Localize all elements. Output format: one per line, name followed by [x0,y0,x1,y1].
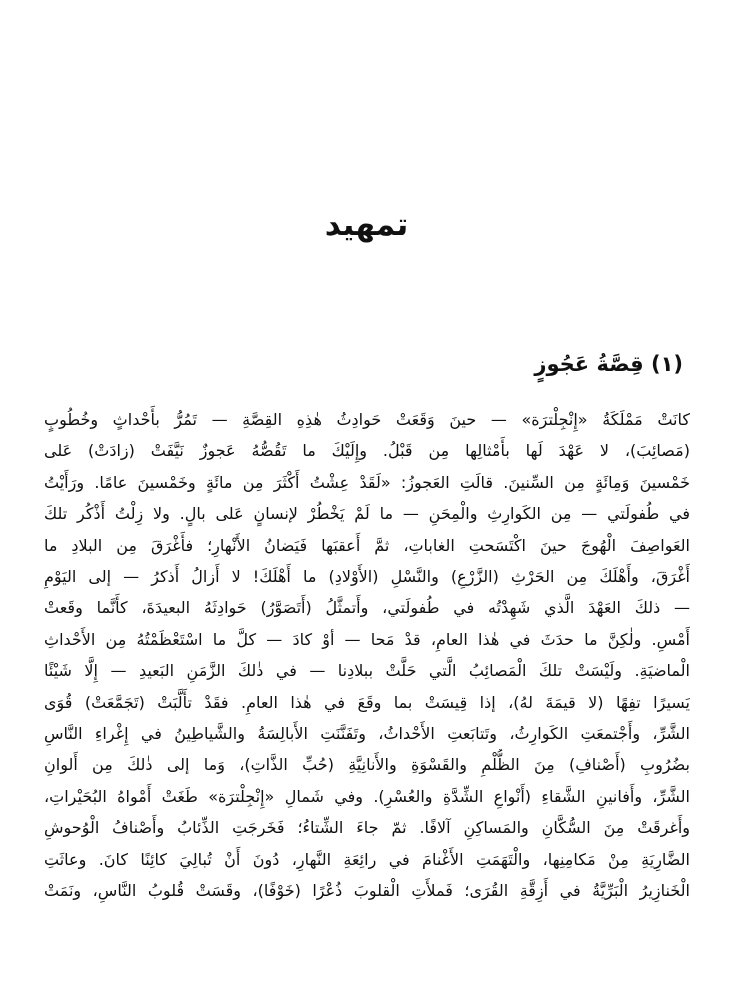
paragraph-line: وأَغرقَتْ مِنَ السُّكَّانِ والمَساكِنِ آلافًا. ثمّ جاءَ الشِّتاءُ؛ فَخَرجَتِ الذِّئابُ وأَصْنافُ الْوُحوشِ [44,818,690,838]
paragraph-line: الشَّرِّ، وأَجْتمعَتِ الكَوارِثُ، وتَتابَعتِ الأَحْداثُ، وتَفَنَّنَتِ الأَبالِسَةُ والشَّياطِينُ في إِغْراءِ النَّاسِ [44,724,690,744]
story-paragraph [44,404,690,994]
paragraph-line: الشَّرِّ، وأَفانينِ الشَّقاءِ (أَنْواعِ الشِّدَّةِ والعُسْرِ). وفي شَمالِ «إِنْجِلْترَة» طَغَتْ أَمْواهُ البُحَيْراتِ، [44,786,690,806]
chapter-title: تمهيد [324,207,409,243]
paragraph-line: الْخَنازِيرُ الْبَرِّيَّةُ في أَزِقَّةِ القُرَى؛ فَملأَتِ الْقلوبَ ذُعْرًا (خَوْفًا)، وقَسَتْ قُلوبُ النَّاسِ، ونَمَتْ [44,881,690,901]
paragraph-line: بضُرُوبِ (أَصْنافِ) مِنَ الظُّلْمِ والقَسْوَةِ والأَنانِيَّةِ (حُبِّ الذَّاتِ)، وَما إلى ذٰلكَ مِن أَلوانِ [44,755,690,775]
section-heading: (١) قِصَّةُ عَجُوزٍ [534,352,683,376]
paragraph-line: (مَصائِبَ)، لا عَهْدَ لَها بأَمْثالِها مِن قَبْلُ. وإِلَيْكَ ما تَقُصُّهُ عَجوزٌ نَيَّفَتْ (زادَتْ) عَلى [44,441,690,461]
paragraph-line: في طُفولَتي — مِن الكَوارِثِ والْمِحَنِ — ما لَمْ يَخْطُرْ لإنسانٍ عَلى بالٍ. ولا زِلْتُ أَذْكُر تلكَ [44,504,690,524]
paragraph-line: الْماضيَةِ. ولَيْسَتْ تلكَ الْمَصائِبُ الَّتي حَلَّتْ ببلادِنا — في ذٰلكَ الزَّمَنِ البَعيدِ — إِلَّا شَيْئًا [44,661,690,681]
paragraph-line: الضَّارِيَةِ مِنْ مَكامِنِها، والْتَهَمَتِ الأَغْنامَ في رائِعَةِ النَّهارِ، دُونَ أَنْ تُبالِيَ كائِنًا كانَ. وعاثَتِ [44,849,690,869]
paragraph-line: خَمْسينَ وَمِائَةٍ مِن السِّنينَ. قالَتِ العَجوزُ: «لَقَدْ عِشْتُ أَكْثَرَ مِن مائَةٍ وخَمْسينَ عامًا. ورَأَيْتُ [44,472,690,492]
paragraph-line: أَغْرَقَ، وأَهْلَكَ مِن الحَرْثِ (الزَّرْعِ) والنَّسْلِ (الأَوْلادِ) ما أَهْلَكَ! لا أَزالُ أَذكرُ — إلى اليَوْمِ [44,567,690,587]
paragraph-line: كانَتْ مَمْلَكَةُ «إِنْجِلْترَة» — حينَ وَقَعَتْ حَوادِثُ هٰذِهِ القِصَّةِ — تَمُرُّ بأَحْداثٍ وخُطُوبٍ [44,410,690,429]
paragraph-line: العَواصِفَ الْهُوجَ حينَ اكْتَسَحتِ الغاباتِ، ثمَّ أَعقبَها فَيَضانُ الأَنْهارِ؛ فأَغْرَقَ مِن البلادِ ما [44,535,690,555]
paragraph-line: أَمْسِ. ولٰكِنَّ ما حدَثَ في هٰذا العامِ، قدْ مَحا — أوْ كادَ — كلَّ ما اسْتَعْظَمْتُهُ مِن الأَحْداثِ [44,629,690,649]
paragraph-line: يَسيرًا تفِهًا (لا قيمَةَ لهُ)، إذا قِيسَتْ بما وقَعَ في هٰذا العامِ. فقَدْ تأَلَّبَتْ (تَجَمَّعَتْ) قُوَى [44,692,690,712]
paragraph-line: — ذلكَ العَهْدَ الَّذي شَهِدْتُه في طُفولَتي، وأَتمثَّلُ (أَتَصَوَّرُ) حَوادِثَهُ البعيدَةَ، كأَنَّما وقَعتْ [44,598,690,618]
